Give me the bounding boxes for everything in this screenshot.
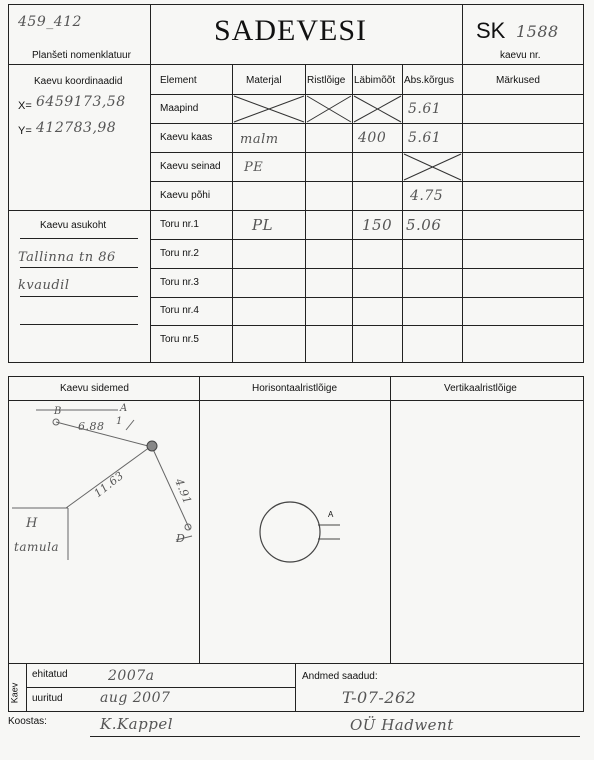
location-line-1: Tallinna tn 86 <box>18 250 116 265</box>
building-letter: H <box>26 516 38 531</box>
well-number: 1588 <box>516 22 559 41</box>
table-row-label: Toru nr.4 <box>160 305 199 316</box>
cell-abs: 5.61 <box>408 101 442 117</box>
table-row-label: Kaevu kaas <box>160 132 213 143</box>
table-row-label: Toru nr.3 <box>160 277 199 288</box>
col-header-abs: Abs.kõrgus <box>404 75 455 86</box>
section-ties-title: Kaevu sidemed <box>60 383 129 394</box>
building-word: tamula <box>14 540 60 554</box>
table-row-label: Toru nr.5 <box>160 334 199 345</box>
col-header-ristloige: Ristlõige <box>307 75 346 86</box>
cell-abs: 4.75 <box>410 188 444 204</box>
cell-labimoot: 150 <box>362 216 393 234</box>
table-row-label: Toru nr.1 <box>160 219 199 230</box>
y-label: Y= <box>18 125 32 137</box>
label-b: B <box>54 406 62 417</box>
y-value: 412783,98 <box>36 120 117 136</box>
author-value: K.Kappel <box>100 715 174 733</box>
built-label: ehitatud <box>32 669 68 680</box>
dist-d: 4.91 <box>172 476 195 507</box>
cell-materjal: malm <box>240 132 279 147</box>
surveyed-value: aug 2007 <box>100 690 171 706</box>
sheet-code: 459_412 <box>18 14 82 30</box>
table-row-label: Kaevu seinad <box>160 161 221 172</box>
table-row-label: Toru nr.2 <box>160 248 199 259</box>
cell-materjal: PL <box>252 216 274 234</box>
label-a: A <box>120 403 128 414</box>
coordinates-caption: Kaevu koordinaadid <box>34 76 123 87</box>
well-caption: kaevu nr. <box>500 50 541 61</box>
dist-h: 11.63 <box>91 468 127 501</box>
cell-materjal: PE <box>244 160 264 175</box>
surveyed-label: uuritud <box>32 693 63 704</box>
dist-a: 6.88 <box>78 420 105 433</box>
col-header-element: Element <box>160 75 197 86</box>
well-prefix: SK <box>476 18 506 43</box>
col-header-markused: Märkused <box>496 75 540 86</box>
built-value: 2007a <box>108 668 155 684</box>
label-1: 1 <box>116 416 123 427</box>
page-title: SADEVESI <box>214 14 368 47</box>
table-row-label: Kaevu põhi <box>160 190 211 201</box>
section-mark: A <box>328 510 334 519</box>
cell-labimoot: 400 <box>358 130 387 146</box>
x-value: 6459173,58 <box>36 94 126 110</box>
data-value: T-07-262 <box>342 688 417 707</box>
location-caption: Kaevu asukoht <box>40 220 107 231</box>
label-d: D <box>176 532 186 545</box>
location-line-2: kvaudil <box>18 278 70 293</box>
sheet-caption: Planšeti nomenklatuur <box>32 50 131 61</box>
cell-abs: 5.61 <box>408 130 442 146</box>
company-value: OÜ Hadwent <box>350 716 454 734</box>
col-header-materjal: Materjal <box>246 75 282 86</box>
author-label: Koostas: <box>8 716 47 727</box>
section-horizontal-title: Horisontaalristlõige <box>252 383 338 394</box>
x-label: X= <box>18 100 32 112</box>
section-vertical-title: Vertikaalristlõige <box>444 383 517 394</box>
col-header-labimoot: Läbimõõt <box>354 75 396 86</box>
table-row-label: Maapind <box>160 103 199 114</box>
side-label: Kaev <box>9 682 20 704</box>
data-label: Andmed saadud: <box>302 671 378 682</box>
cell-abs: 5.06 <box>406 216 442 234</box>
